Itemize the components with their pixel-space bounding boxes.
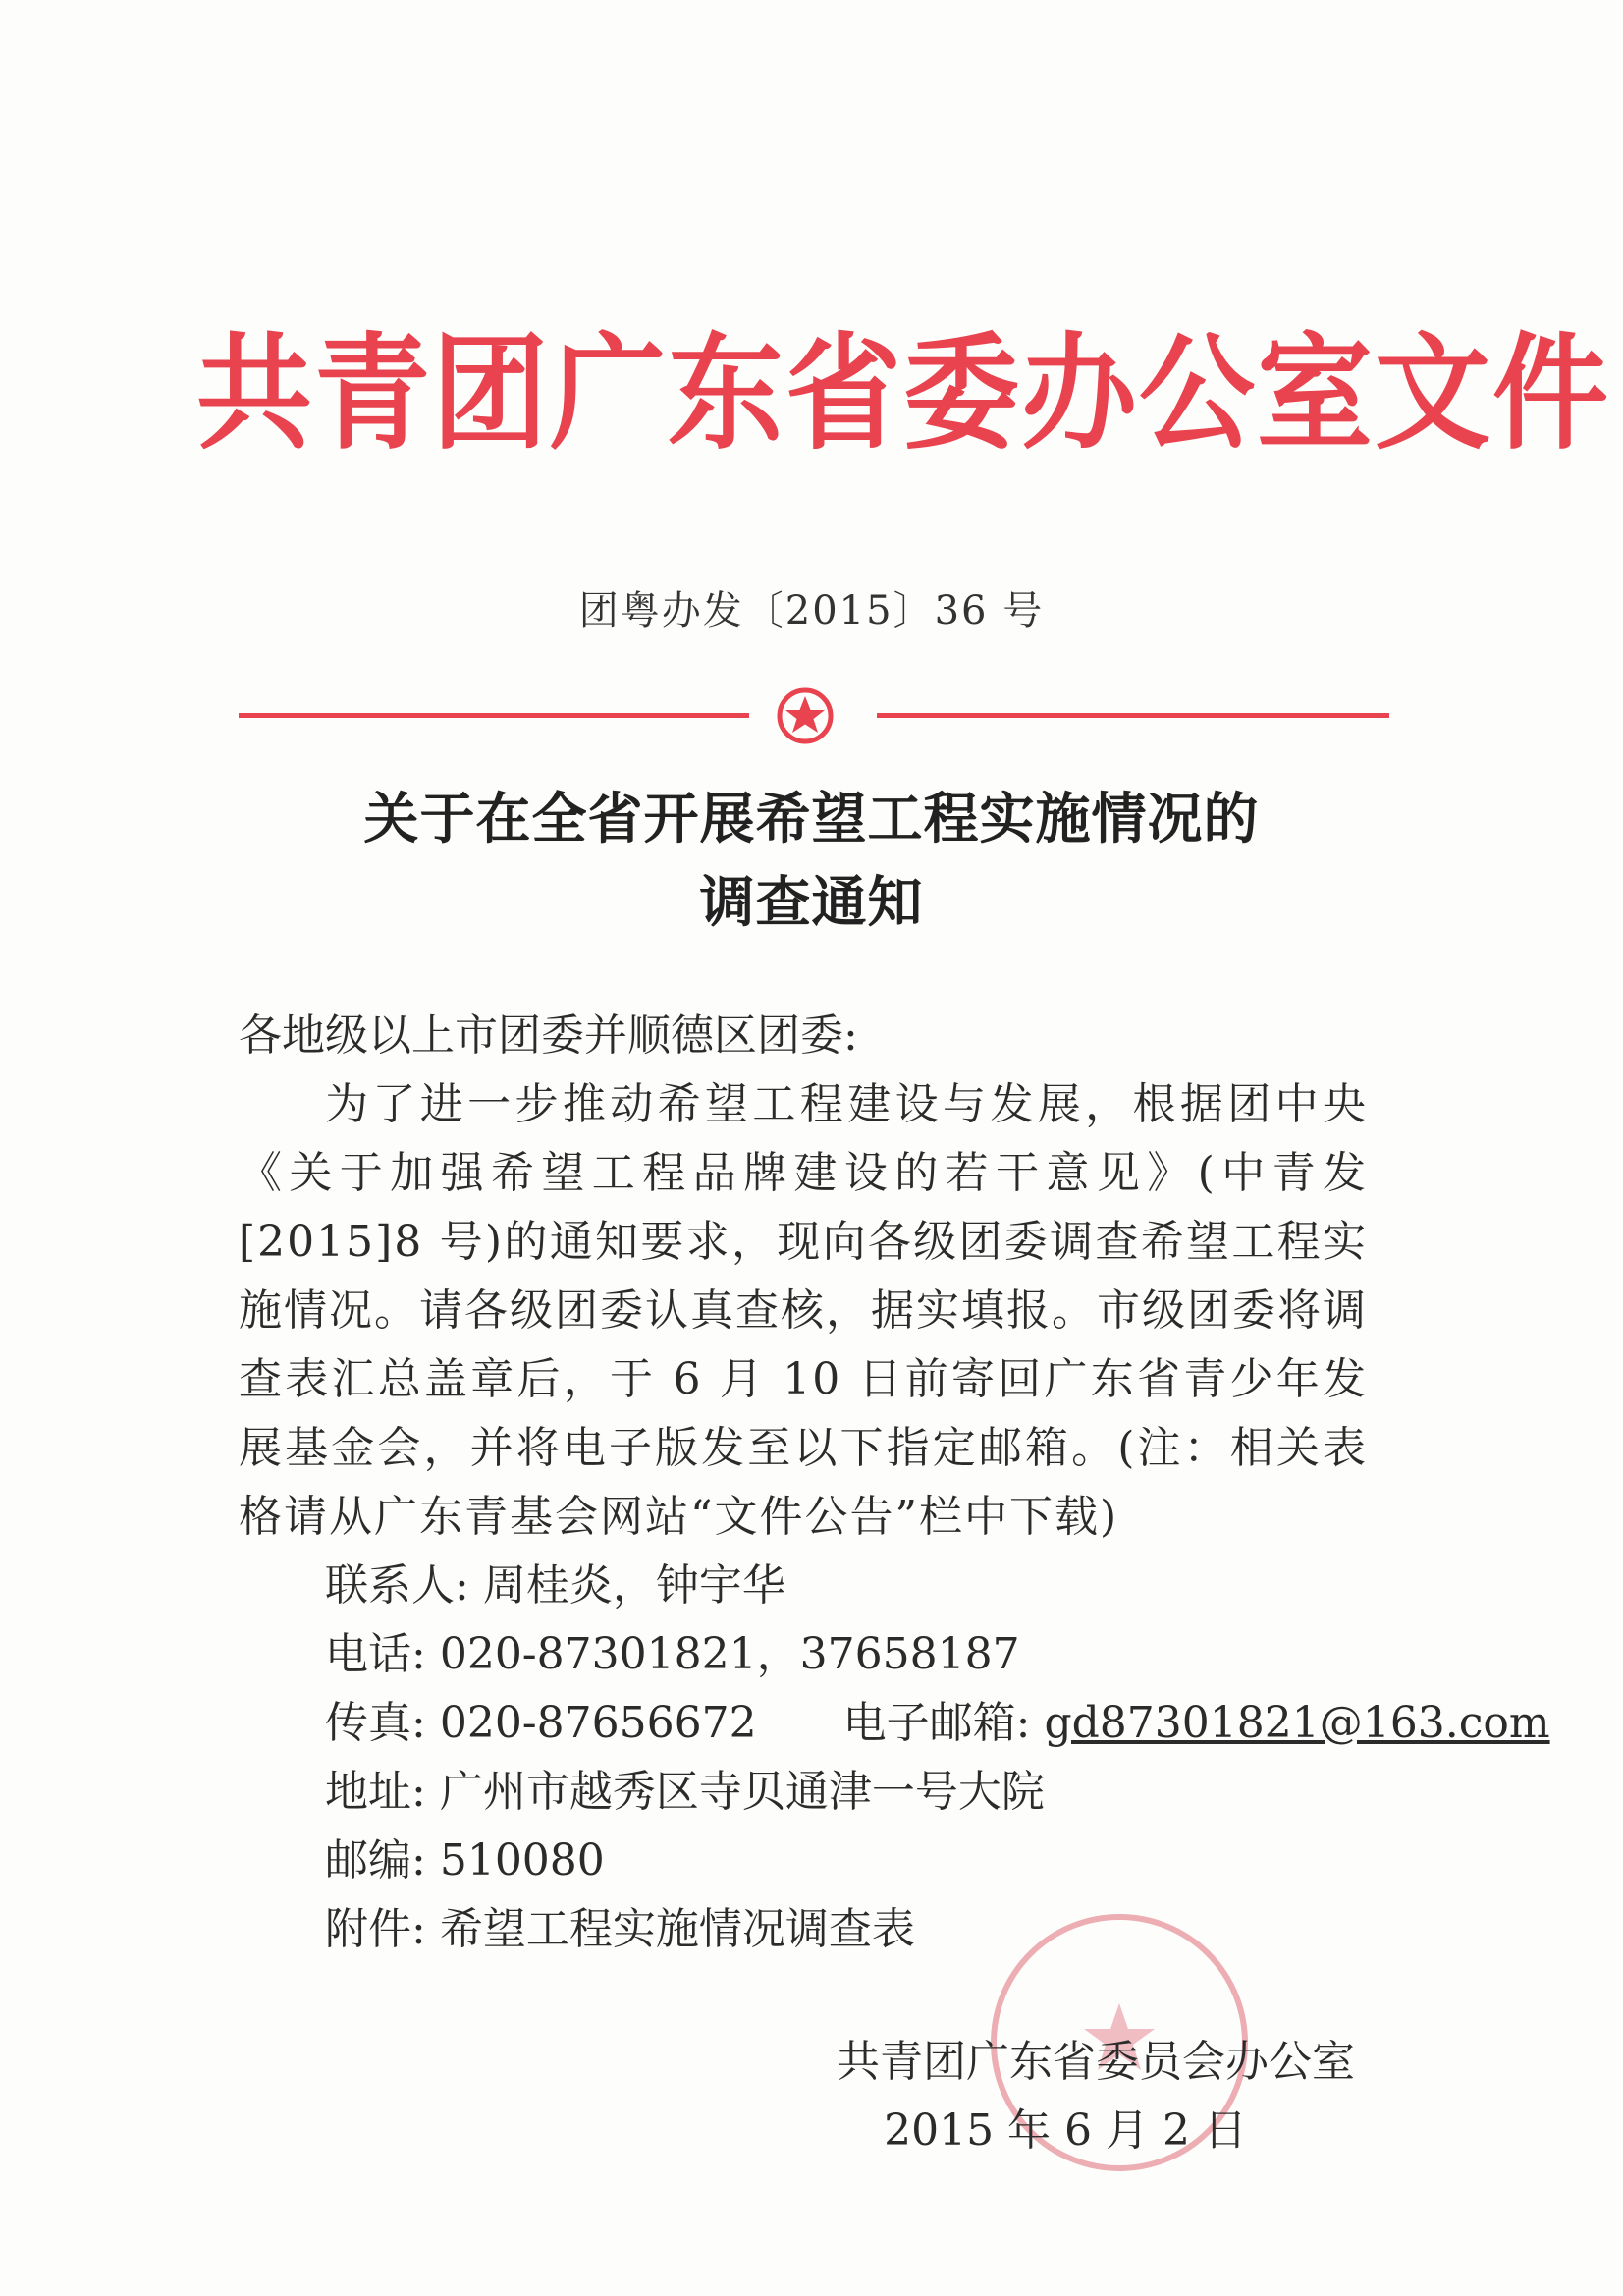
- email-link[interactable]: gd87301821@163.com: [1044, 1698, 1550, 1748]
- star-emblem-icon: [777, 687, 834, 744]
- main-paragraph: 为了进一步推动希望工程建设与发展，根据团中央《关于加强希望工程品牌建设的若干意见》(中青发[2015]8 号)的通知要求，现向各级团委调查希望工程实施情况。请各级团委认真查核，据实填报。市级团委将调查表汇总盖章后，于 6 月 10 日前寄回广东省青少年发展基金会，并将电子版发至以下指定邮箱。(注：相关表格请从广东青基会网站“文件公告”栏中下载): [239, 1079, 1368, 1542]
- contact-value: 周桂炎，钟宇华: [482, 1560, 785, 1611]
- contact-person-row: [239, 1552, 1368, 1620]
- zip-row: [239, 1827, 1368, 1895]
- red-divider: [239, 687, 1389, 746]
- email-label: 电子邮箱:: [842, 1698, 1031, 1748]
- signature-block: [825, 2028, 1355, 2165]
- notice-title-line2: 调查通知: [699, 871, 924, 935]
- attachment-value: 希望工程实施情况调查表: [439, 1904, 915, 1954]
- fax-label: 传真:: [325, 1698, 426, 1748]
- notice-body: [239, 1002, 1550, 1964]
- notice-title-line1: 关于在全省开展希望工程实施情况的: [363, 788, 1260, 851]
- fax-value: 020-87656672: [439, 1698, 757, 1748]
- issue-date: 2015 年 6 月 2 日: [884, 2105, 1247, 2156]
- document-number: 团粤办发〔2015〕36 号: [578, 588, 1045, 633]
- address-row: [239, 1758, 1368, 1827]
- masthead-title: 共青团广东省委办公室文件: [196, 319, 1611, 466]
- zip-value: 510080: [439, 1835, 605, 1886]
- divider-line-right: [877, 713, 1389, 718]
- contact-label: 联系人:: [325, 1560, 469, 1611]
- address-label: 地址:: [325, 1767, 426, 1817]
- divider-line-left: [239, 713, 749, 718]
- phone-value: 020-87301821，37658187: [439, 1629, 1020, 1679]
- address-value: 广州市越秀区寺贝通津一号大院: [439, 1767, 1045, 1817]
- attachment-label: 附件:: [325, 1904, 426, 1954]
- fax-email-row: [239, 1689, 1550, 1758]
- phone-row: [239, 1620, 1368, 1689]
- zip-label: 邮编:: [325, 1835, 426, 1886]
- phone-label: 电话:: [325, 1629, 426, 1679]
- issuing-org: 共青团广东省委员会办公室: [837, 2037, 1355, 2087]
- salutation: 各地级以上市团委并顺德区团委:: [239, 1011, 858, 1061]
